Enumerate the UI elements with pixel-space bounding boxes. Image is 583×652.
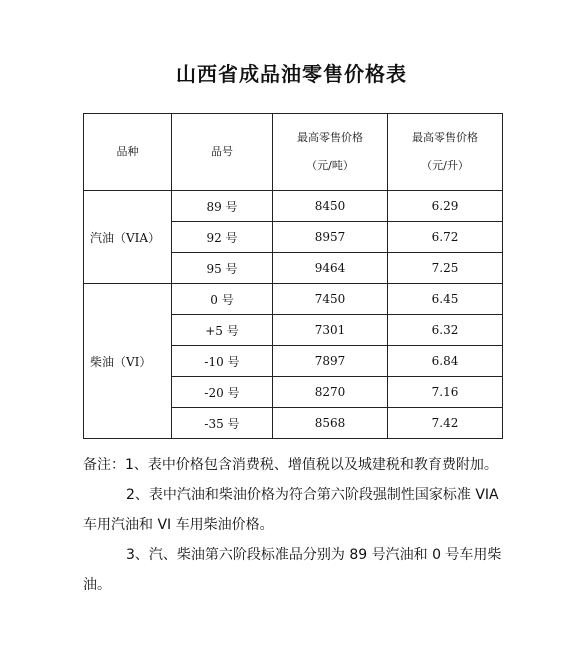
price-per-ton-cell: 7450 xyxy=(273,284,388,315)
header-grade: 品号 xyxy=(172,114,273,191)
grade-cell: -10 号 xyxy=(172,346,273,377)
header-price-per-ton-line1: 最高零售价格 xyxy=(297,131,363,144)
price-per-ton-cell: 8957 xyxy=(273,222,388,253)
price-per-ton-cell: 8450 xyxy=(273,191,388,222)
header-price-per-ton-unit: （元/吨） xyxy=(306,159,354,172)
price-per-liter-cell: 7.16 xyxy=(388,377,503,408)
header-price-per-liter xyxy=(388,114,503,191)
grade-cell: -20 号 xyxy=(172,377,273,408)
category-diesel: 柴油（VI） xyxy=(84,284,172,439)
category-gasoline: 汽油（VIA） xyxy=(84,191,172,284)
price-per-liter-cell: 7.25 xyxy=(388,253,503,284)
header-category: 品种 xyxy=(84,114,172,191)
note-2: 2、表中汽油和柴油价格为符合第六阶段强制性国家标准 VIA 车用汽油和 VI 车用柴油价格。 xyxy=(83,487,499,533)
price-per-ton-cell: 7301 xyxy=(273,315,388,346)
grade-cell: -35 号 xyxy=(172,408,273,439)
notes-section xyxy=(83,450,503,600)
header-price-per-ton xyxy=(273,114,388,191)
table-header-row xyxy=(84,114,503,191)
page-title: 山西省成品油零售价格表 xyxy=(176,62,407,86)
price-per-liter-cell: 6.32 xyxy=(388,315,503,346)
grade-cell: 92 号 xyxy=(172,222,273,253)
table-row xyxy=(84,284,503,315)
grade-cell: +5 号 xyxy=(172,315,273,346)
price-per-ton-cell: 8270 xyxy=(273,377,388,408)
price-table xyxy=(83,113,503,439)
note-1: 备注：1、表中价格包含消费税、增值税以及城建税和教育费附加。 xyxy=(83,457,498,473)
grade-cell: 0 号 xyxy=(172,284,273,315)
price-per-liter-cell: 7.42 xyxy=(388,408,503,439)
price-per-liter-cell: 6.72 xyxy=(388,222,503,253)
price-per-ton-cell: 7897 xyxy=(273,346,388,377)
header-price-per-liter-unit: （元/升） xyxy=(421,159,469,172)
note-3: 3、汽、柴油第六阶段标准品分别为 89 号汽油和 0 号车用柴油。 xyxy=(83,547,502,593)
price-per-liter-cell: 6.84 xyxy=(388,346,503,377)
price-per-ton-cell: 8568 xyxy=(273,408,388,439)
grade-cell: 95 号 xyxy=(172,253,273,284)
price-per-liter-cell: 6.29 xyxy=(388,191,503,222)
grade-cell: 89 号 xyxy=(172,191,273,222)
header-price-per-liter-line1: 最高零售价格 xyxy=(412,131,478,144)
price-per-ton-cell: 9464 xyxy=(273,253,388,284)
table-row xyxy=(84,191,503,222)
price-per-liter-cell: 6.45 xyxy=(388,284,503,315)
